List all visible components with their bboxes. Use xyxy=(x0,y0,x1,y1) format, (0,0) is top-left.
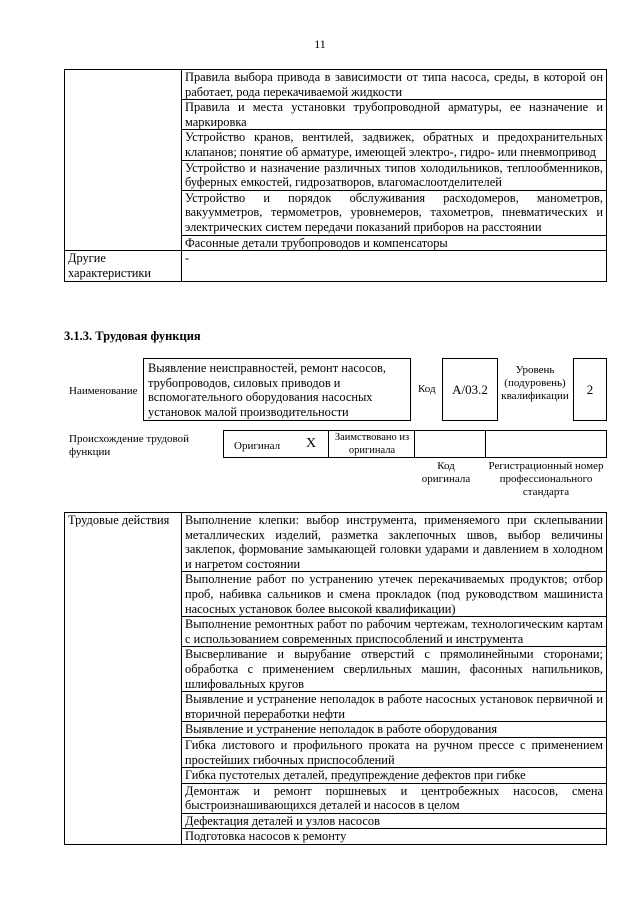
table-row xyxy=(65,513,607,572)
table-row xyxy=(65,70,607,100)
knowledge-item: Фасонные детали трубопроводов и компенсаторы xyxy=(182,235,607,251)
knowledge-item: Правила выбора привода в зависимости от типа насоса, среды, в которой он работает, рода перекачиваемой жидкости xyxy=(182,70,607,100)
borrowed-label: Заимствовано из оригинала xyxy=(334,432,410,456)
divider xyxy=(328,431,329,457)
knowledge-item: Устройство и порядок обслуживания расходомеров, манометров, вакуумметров, термометров, уровнемеров, тахометров, пневматических и электрических систем передачи показаний приборов на расстоянии xyxy=(182,190,607,235)
code-caption: Код оригинала xyxy=(421,460,471,485)
action-item: Выполнение клепки: выбор инструмента, применяемого при склепывании металлических изделий, разметка заклепочных швов, выбор величины заклепок, формование замыкающей головки ударами и давлением в холодном и нагретом состоянии xyxy=(182,513,607,572)
knowledge-table xyxy=(64,69,607,282)
function-code-box: А/03.2 xyxy=(442,358,498,421)
knowledge-item: Устройство и назначение различных типов холодильников, теплообменников, буферных емкостей, гидрозатворов, влагомаслоотделителей xyxy=(182,160,607,190)
action-item: Выявление и устранение неполадок в работе насосных установок первичной и вторичной переработки нефти xyxy=(182,692,607,722)
other-characteristics-label: Другие характеристики xyxy=(65,251,182,282)
origin-box xyxy=(223,430,607,458)
action-item: Демонтаж и ремонт поршневых и центробежных насосов, смена быстроизнашивающихся деталей и насосов в целом xyxy=(182,783,607,813)
action-item: Гибка пустотелых деталей, предупреждение дефектов при гибке xyxy=(182,768,607,784)
actions-table xyxy=(64,512,607,845)
origin-label: Происхождение трудовой функции xyxy=(69,433,190,458)
action-item: Выполнение ремонтных работ по рабочим чертежам, технологическим картам с использованием современных приспособлений и инструмента xyxy=(182,617,607,647)
divider xyxy=(485,431,486,457)
reg-caption: Регистрационный номер профессионального стандарта xyxy=(488,460,604,498)
knowledge-item: Устройство кранов, вентилей, задвижек, обратных и предохранительных клапанов; понятие об арматуре, имеющей электро-, гидро- или пневмопривод xyxy=(182,130,607,160)
actions-label: Трудовые действия xyxy=(65,513,182,845)
original-mark: X xyxy=(306,436,317,451)
code-label: Код xyxy=(418,383,436,395)
level-label: Уровень (подуровень) квалификации xyxy=(501,364,569,402)
original-label: Оригинал xyxy=(234,440,281,452)
table-row xyxy=(65,251,607,282)
action-item: Дефектация деталей и узлов насосов xyxy=(182,813,607,829)
section-title: 3.1.3. Трудовая функция xyxy=(64,329,201,343)
knowledge-label-cell xyxy=(65,70,182,251)
divider xyxy=(414,431,415,457)
action-item: Выявление и устранение неполадок в работе оборудования xyxy=(182,722,607,738)
function-name-box: Выявление неисправностей, ремонт насосов, трубопроводов, силовых приводов и вспомогательного оборудования насосных установок малой производительности xyxy=(143,358,411,421)
page-number: 11 xyxy=(314,37,326,51)
action-item: Подготовка насосов к ремонту xyxy=(182,829,607,845)
other-characteristics-value: - xyxy=(182,251,607,282)
action-item: Высверливание и вырубание отверстий с прямолинейными сторонами; обработка с применением сверлильных машин, фасонных напильников, шлифовальных кругов xyxy=(182,647,607,692)
knowledge-item: Правила и места установки трубопроводной арматуры, ее назначение и маркировка xyxy=(182,100,607,130)
action-item: Выполнение работ по устранению утечек перекачиваемых продуктов; отбор проб, набивка сальников и смена прокладок (под руководством машиниста насосных установок более высокой квалификации) xyxy=(182,572,607,617)
level-value-box: 2 xyxy=(573,358,607,421)
name-label: Наименование xyxy=(69,385,138,397)
action-item: Гибка листового и профильного проката на ручном прессе с применением простейших гибочных приспособлений xyxy=(182,737,607,767)
